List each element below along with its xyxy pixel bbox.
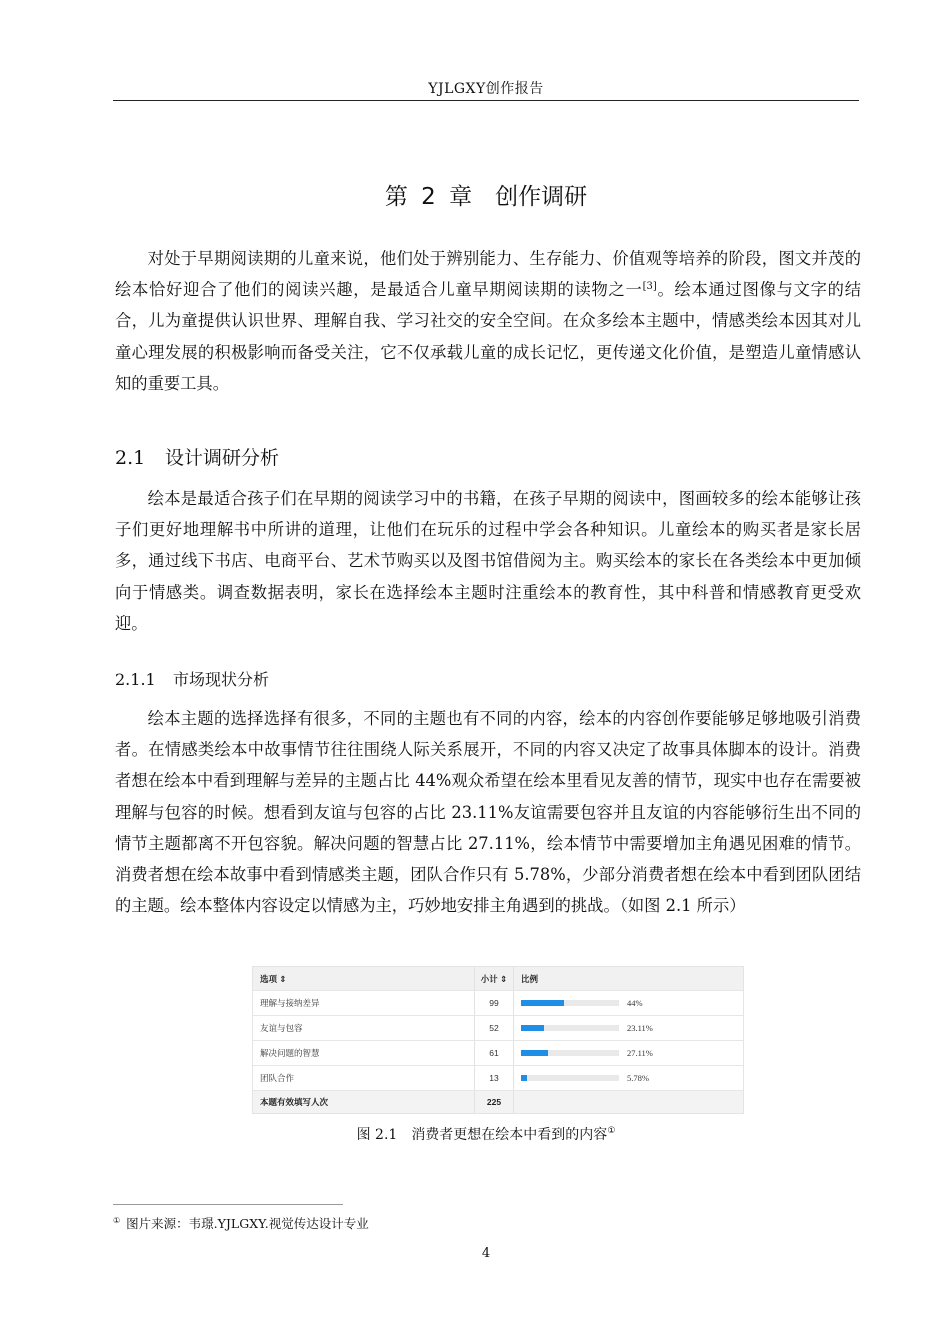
intro-text-continued: 。绘本通过图像与文字的结合，儿为童提供认识世界、理解自我、学习社交的安全空间。在众多绘本主题中，情感类绘本因其对儿童心理发展的积极影响而备受关注，它不仅承载儿童的成长记忆，更传递文化价值，是塑造儿童情感认知的重要工具。 (115, 280, 861, 393)
ratio-bar-fill (521, 1000, 564, 1006)
total-label: 本题有效填写人次 (260, 1097, 329, 1107)
subsection-number: 2.1.1 (115, 670, 156, 689)
option-label: 理解与接纳差异 (260, 998, 320, 1008)
ratio-bar-track (521, 1025, 619, 1031)
option-count: 52 (474, 1016, 514, 1040)
total-value: 225 (474, 1091, 514, 1113)
subsection-title: 市场现状分析 (173, 670, 270, 689)
chapter-title: 第 2 章 创作调研 (384, 184, 588, 210)
ratio-bar-track (521, 1000, 619, 1006)
figure-caption-text: 消费者更想在绘本中看到的内容 (411, 1127, 608, 1143)
section-2-1-paragraph (115, 483, 861, 639)
footnote-divider (113, 1204, 343, 1205)
table-row (253, 991, 743, 1016)
footnote-mark: ① (113, 1216, 121, 1225)
column-header-ratio: 比例 (521, 973, 539, 984)
ratio-bar-track (521, 1075, 619, 1081)
option-label: 团队合作 (260, 1073, 295, 1083)
ratio-percent: 5.78% (627, 1073, 649, 1083)
ratio-cell (514, 998, 743, 1008)
footnote-reference-mark: ① (607, 1126, 616, 1136)
table-header-row (253, 967, 743, 991)
ratio-cell (514, 1023, 743, 1033)
page-number: 4 (481, 1246, 491, 1261)
option-count: 99 (474, 991, 514, 1015)
ratio-percent: 44% (627, 998, 643, 1008)
column-header-option: 选项 ⇕ (260, 973, 287, 984)
ratio-bar-fill (521, 1075, 527, 1081)
ratio-percent: 27.11% (627, 1048, 653, 1058)
option-label: 解决问题的智慧 (260, 1048, 320, 1058)
ratio-percent: 23.11% (627, 1023, 653, 1033)
intro-text: 对处于早期阅读期的儿童来说，他们处于辨别能力、生存能力、价值观等培养的阶段，图文并茂的绘本恰好迎合了他们的阅读兴趣，是最适合儿童早期阅读期的读物之一 (115, 249, 861, 300)
intro-paragraph (115, 243, 861, 399)
header-divider (113, 100, 859, 101)
section-heading-2-1 (115, 443, 279, 470)
option-count: 13 (474, 1066, 514, 1090)
table-total-row (253, 1091, 743, 1113)
figure-caption (113, 1124, 859, 1144)
table-row (253, 1066, 743, 1091)
table-row (253, 1016, 743, 1041)
section-2-1-text: 绘本是最适合孩子们在早期的阅读学习中的书籍，在孩子早期的阅读中，图画较多的绘本能够让孩子们更好地理解书中所讲的道理，让他们在玩乐的过程中学会各种知识。儿童绘本的购买者是家长居多，通过线下书店、电商平台、艺术节购买以及图书馆借阅为主。购买绘本的家长在各类绘本中更加倾向于情感类。调查数据表明，家长在选择绘本主题时注重绘本的教育性，其中科普和情感教育更受欢迎。 (115, 489, 861, 633)
ratio-cell (514, 1048, 743, 1058)
ratio-bar-fill (521, 1050, 548, 1056)
survey-results-table (252, 966, 744, 1114)
ratio-cell (514, 1073, 743, 1083)
section-2-1-1-paragraph (115, 703, 861, 921)
figure-number: 图 2.1 (356, 1127, 398, 1143)
column-header-count: 小计 ⇕ (474, 967, 514, 990)
option-count: 61 (474, 1041, 514, 1065)
section-title: 设计调研分析 (165, 447, 280, 469)
footnote-text: 图片来源：韦璟.YJLGXY.视觉传达设计专业 (126, 1216, 369, 1231)
subsection-heading-2-1-1 (115, 667, 269, 690)
table-row (253, 1041, 743, 1066)
footnote (113, 1214, 369, 1232)
ratio-bar-fill (521, 1025, 544, 1031)
running-header: YJLGXY创作报告 (428, 81, 544, 97)
section-number: 2.1 (115, 447, 146, 469)
ratio-bar-track (521, 1050, 619, 1056)
section-2-1-1-text: 绘本主题的选择选择有很多，不同的主题也有不同的内容，绘本的内容创作要能够足够地吸引消费者。在情感类绘本中故事情节往往围绕人际关系展开，不同的内容又决定了故事具体脚本的设计。消费者想在绘本中看到理解与差异的主题占比 44%观众希望在绘本里看见友善的情节，现实中也存在需要被理解与包容的时候。想看到友谊与包容的占比 23.11%友谊需要包容并且友谊的内容能够衍生出不同的情节主题都离不开包容貌。解决问题的智慧占比 27.11%，绘本情节中需要增加主角遇见困难的情节。消费者想在绘本故事中看到情感类主题，团队合作只有 5.78%，少部分消费者想在绘本中看到团队团结的主题。绘本整体内容设定以情感为主，巧妙地安排主角遇到的挑战。（如图 2.1 所示） (115, 709, 861, 916)
option-label: 友谊与包容 (260, 1023, 303, 1033)
citation-mark: [3] (642, 281, 657, 293)
